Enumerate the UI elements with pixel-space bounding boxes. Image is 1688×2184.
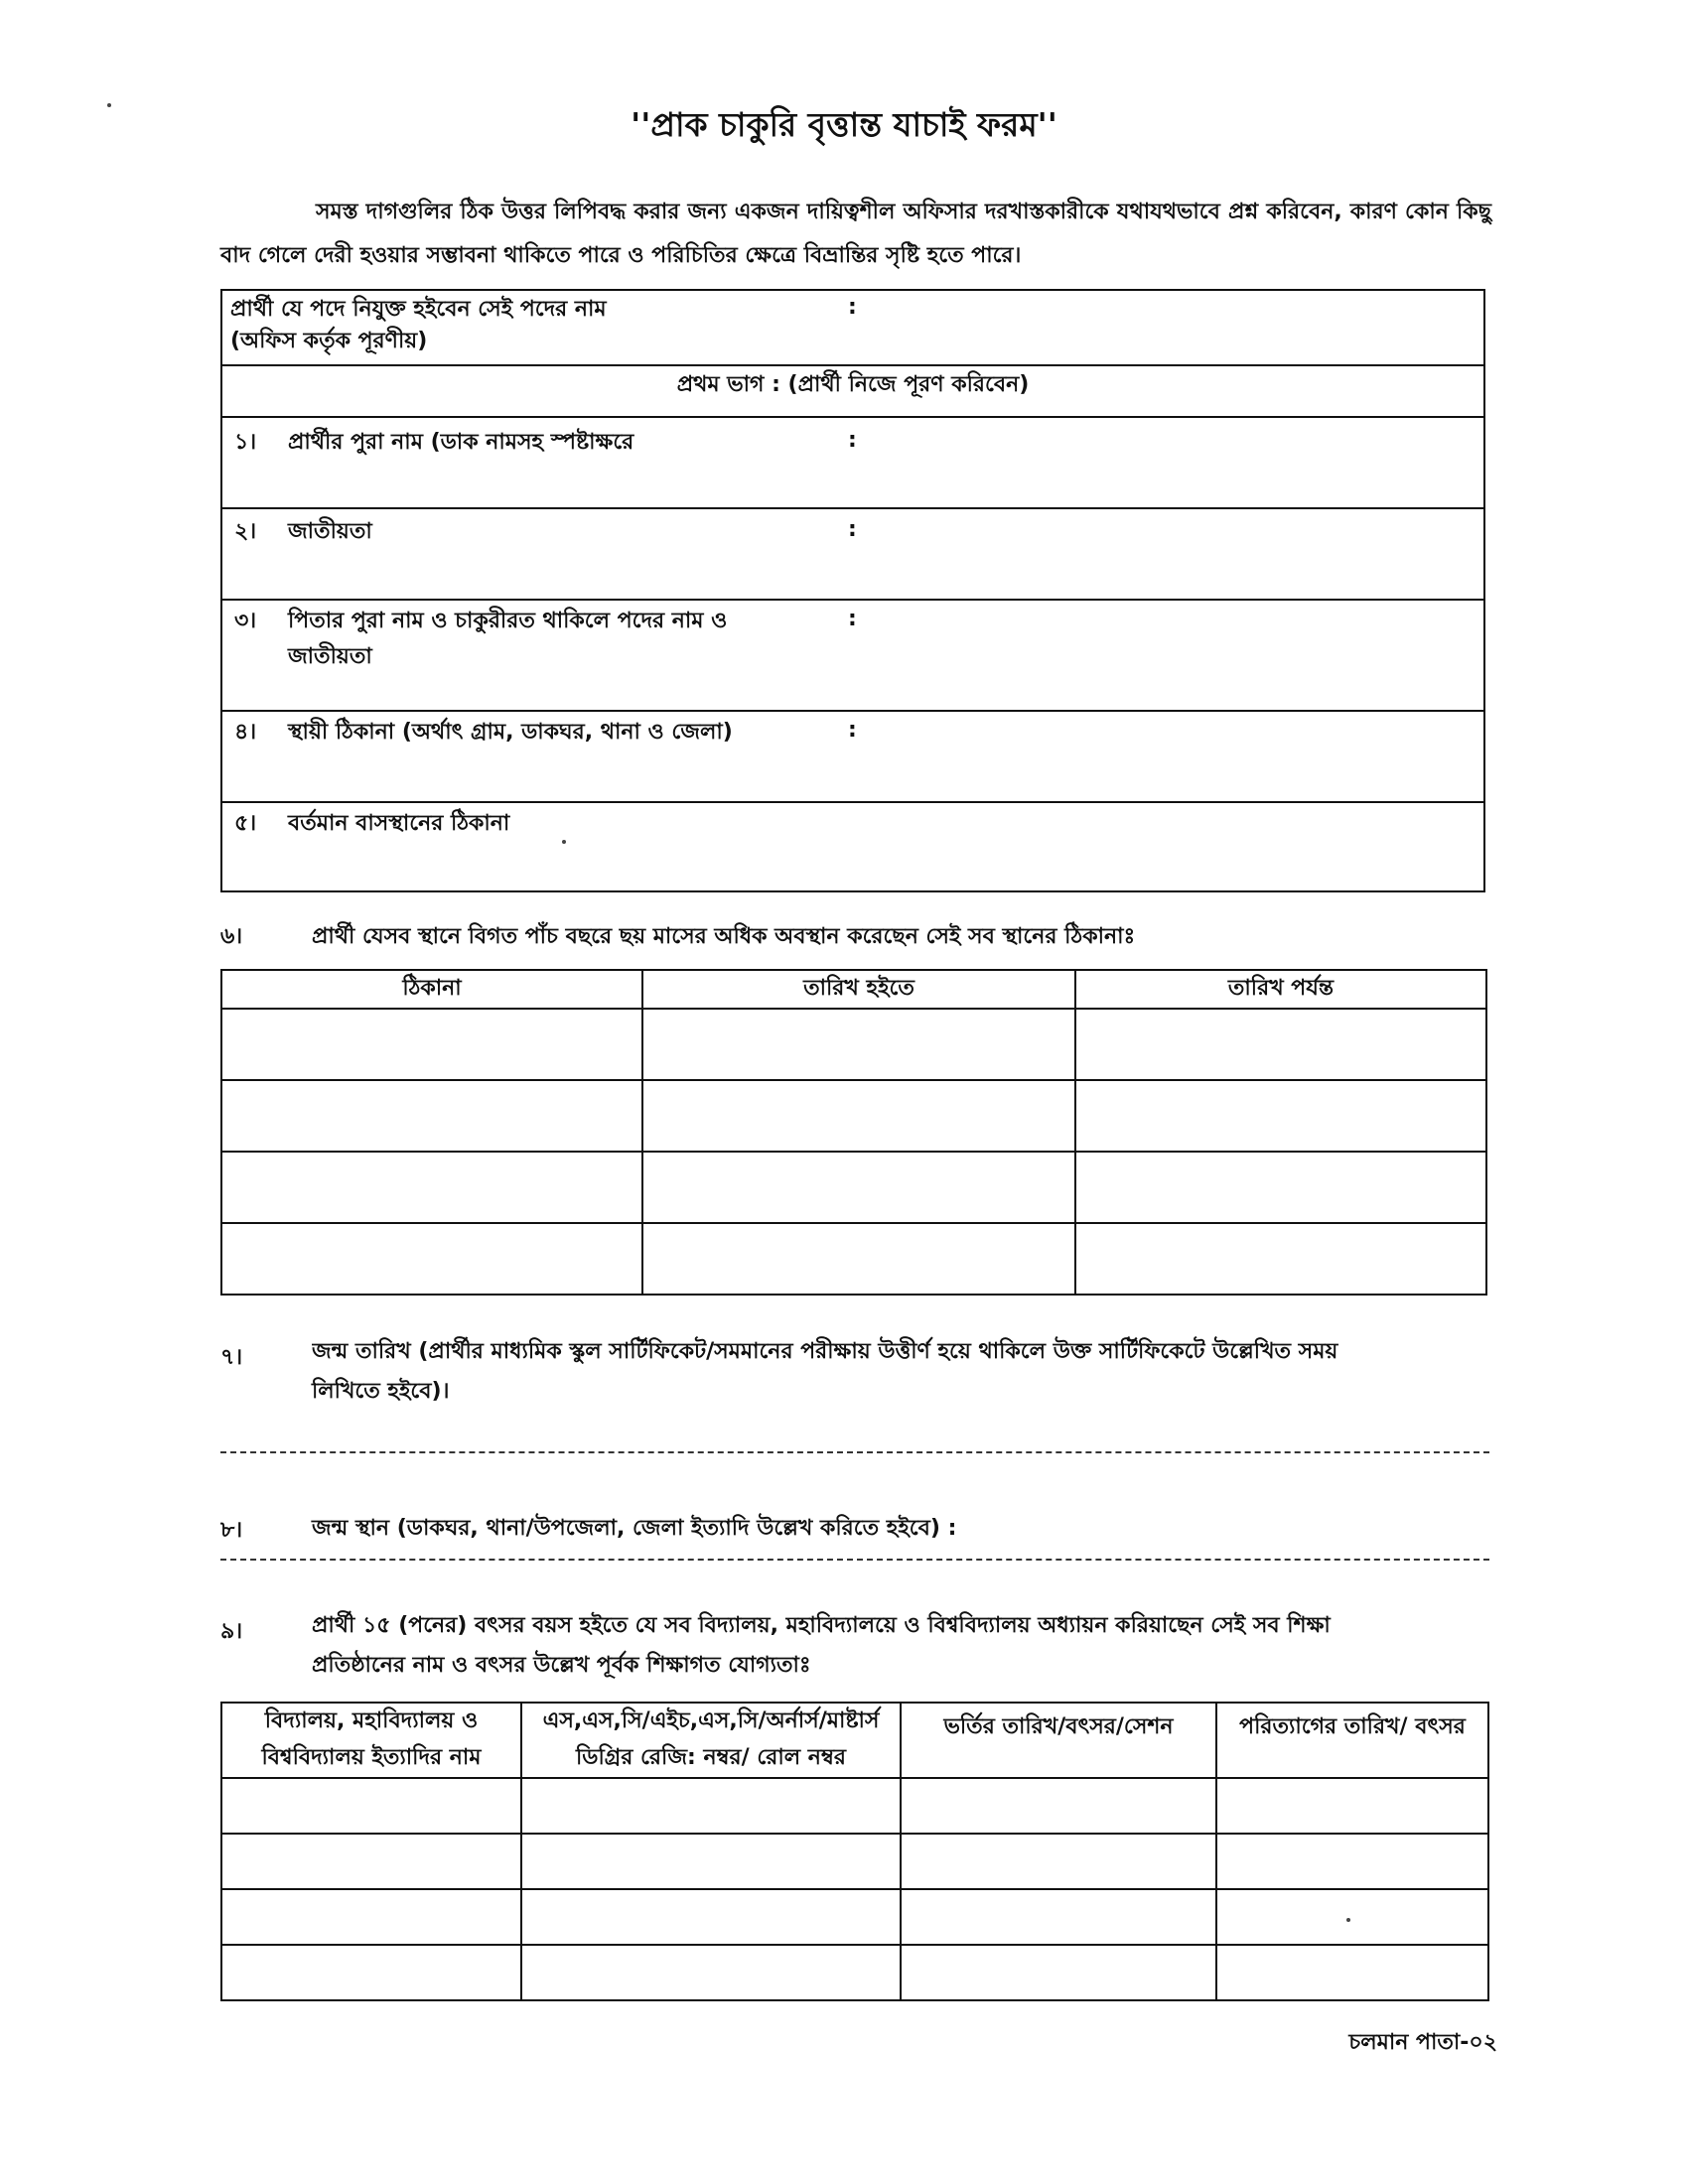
table-cell[interactable] xyxy=(221,1223,642,1295)
table-header-row xyxy=(221,970,1486,1009)
table-row xyxy=(221,1889,1488,1945)
field-number: ২। xyxy=(234,519,257,544)
field-label-permanent-address: স্থায়ী ঠিকানা (অর্থাৎ গ্রাম, ডাকঘর, থানা ও জেলা) xyxy=(288,720,733,745)
table-cell[interactable] xyxy=(642,1009,1075,1080)
field-label-nationality: জাতীয়তা xyxy=(288,519,372,544)
table-cell[interactable] xyxy=(1216,1834,1488,1889)
header-line: পরিত্যাগের তারিখ/ বৎসর xyxy=(1239,1714,1466,1739)
table-cell[interactable] xyxy=(901,1945,1216,2000)
table-cell[interactable] xyxy=(521,1945,901,2000)
scan-speck xyxy=(107,103,111,107)
column-header-date-to: তারিখ পর্যন্ত xyxy=(1075,970,1486,1009)
post-name-colon: : xyxy=(848,295,857,320)
table-cell[interactable] xyxy=(901,1778,1216,1834)
column-header-institution xyxy=(221,1703,521,1778)
table-cell[interactable] xyxy=(1216,1889,1488,1945)
divider xyxy=(222,507,1483,509)
header-line: ডিগ্রির রেজি: নম্বর/ রোল নম্বর xyxy=(575,1745,847,1770)
field-colon: : xyxy=(848,428,857,453)
field-colon: : xyxy=(848,517,857,542)
header-line: এস,এস,সি/এইচ,এস,সি/অর্নার্স/মাষ্টার্স xyxy=(542,1708,880,1733)
table-cell[interactable] xyxy=(521,1889,901,1945)
part-one-heading: প্রথম ভাগ : (প্রার্থী নিজে পূরণ করিবেন) xyxy=(676,372,1030,397)
scan-speck xyxy=(1346,1918,1350,1922)
table-row xyxy=(221,1080,1486,1152)
field-number: ৪। xyxy=(234,720,257,745)
table-header-row xyxy=(221,1703,1488,1778)
field-colon: : xyxy=(848,607,857,631)
table-cell[interactable] xyxy=(221,1834,521,1889)
table-cell[interactable] xyxy=(1075,1080,1486,1152)
instructions-paragraph xyxy=(220,191,1491,278)
table-cell[interactable] xyxy=(1216,1778,1488,1834)
section-7-number: ৭। xyxy=(220,1345,243,1370)
instructions-text: সমস্ত দাগগুলির ঠিক উত্তর লিপিবদ্ধ করার জন্য একজন দায়িত্বশীল অফিসার দরখাস্তকারীকে যথাযথভাবে প্রশ্ন করিবেন, কারণ কোন কিছু বাদ গেলে দেরী হওয়ার সম্ভাবনা থাকিতে পারে ও পরিচিতির ক্ষেত্রে বিভ্রান্তির সৃষ্টি হতে পারে। xyxy=(220,200,1491,268)
table-cell[interactable] xyxy=(901,1889,1216,1945)
header-line: বিশ্ববিদ্যালয় ইত্যাদির নাম xyxy=(261,1745,482,1770)
field-number: ৩। xyxy=(234,609,257,633)
divider xyxy=(222,710,1483,712)
section-6-number: ৬। xyxy=(220,924,243,949)
education-table xyxy=(220,1702,1489,2001)
page-continuation-label: চলমান পাতা-০২ xyxy=(1348,2030,1497,2055)
table-row xyxy=(221,1945,1488,2000)
table-cell[interactable] xyxy=(1216,1945,1488,2000)
field-label-father-name-cont: জাতীয়তা xyxy=(288,644,372,669)
section-7-line-1: জন্ম তারিখ (প্রার্থীর মাধ্যমিক স্কুল সার্টিফিকেট/সমমানের পরীক্ষায় উত্তীর্ণ হয়ে থাকিলে উক্ত সার্টিফিকেটে উল্লেখিত সময় xyxy=(312,1339,1338,1364)
table-row xyxy=(221,1834,1488,1889)
section-9-line-1: প্রার্থী ১৫ (পনের) বৎসর বয়স হইতে যে সব বিদ্যালয়, মহাবিদ্যালয়ে ও বিশ্ববিদ্যালয় অধ্যায়ন করিয়াছেন সেই সব শিক্ষা xyxy=(312,1613,1331,1638)
post-name-sublabel: (অফিস কর্তৃক পূরণীয়) xyxy=(230,329,428,353)
section-6-text: প্রার্থী যেসব স্থানে বিগত পাঁচ বছরে ছয় মাসের অধিক অবস্থান করেছেন সেই সব স্থানের ঠিকানাঃ xyxy=(312,924,1136,949)
table-cell[interactable] xyxy=(521,1778,901,1834)
table-cell[interactable] xyxy=(221,1778,521,1834)
table-cell[interactable] xyxy=(642,1223,1075,1295)
field-label-full-name: প্রার্থীর পুরা নাম (ডাক নামসহ স্পষ্টাক্ষরে xyxy=(288,430,634,455)
table-row xyxy=(221,1009,1486,1080)
table-cell[interactable] xyxy=(642,1152,1075,1223)
divider xyxy=(222,416,1483,418)
section-7-line-2: লিখিতে হইবে)। xyxy=(312,1379,450,1404)
table-cell[interactable] xyxy=(1075,1223,1486,1295)
table-cell[interactable] xyxy=(521,1834,901,1889)
column-header-admission-date xyxy=(901,1703,1216,1778)
table-cell[interactable] xyxy=(901,1834,1216,1889)
section-8-text: জন্ম স্থান (ডাকঘর, থানা/উপজেলা, জেলা ইত্যাদি উল্লেখ করিতে হইবে) : xyxy=(312,1516,957,1541)
divider xyxy=(222,364,1483,366)
column-header-leaving-date xyxy=(1216,1703,1488,1778)
field-number: ১। xyxy=(234,430,257,455)
table-cell[interactable] xyxy=(221,1009,642,1080)
table-cell[interactable] xyxy=(221,1889,521,1945)
table-cell[interactable] xyxy=(221,1080,642,1152)
column-header-address: ঠিকানা xyxy=(221,970,642,1009)
column-header-registration xyxy=(521,1703,901,1778)
post-name-label: প্রার্থী যে পদে নিযুক্ত হইবেন সেই পদের নাম xyxy=(230,297,607,322)
table-row xyxy=(221,1778,1488,1834)
table-row xyxy=(221,1152,1486,1223)
divider xyxy=(222,599,1483,601)
table-cell[interactable] xyxy=(221,1152,642,1223)
answer-line-dob[interactable] xyxy=(220,1451,1489,1453)
table-cell[interactable] xyxy=(1075,1009,1486,1080)
residence-history-table xyxy=(220,969,1487,1296)
section-8-number: ৮। xyxy=(220,1518,243,1543)
field-number: ৫। xyxy=(234,811,257,836)
header-line: বিদ্যালয়, মহাবিদ্যালয় ও xyxy=(264,1708,479,1733)
column-header-date-from: তারিখ হইতে xyxy=(642,970,1075,1009)
table-cell[interactable] xyxy=(642,1080,1075,1152)
section-9-line-2: প্রতিষ্ঠানের নাম ও বৎসর উল্লেখ পূর্বক শিক্ষাগত যোগ্যতাঃ xyxy=(312,1653,811,1678)
form-title: ''প্রাক চাকুরি বৃত্তান্ত যাচাই ফরম'' xyxy=(631,105,1057,144)
field-colon: : xyxy=(848,718,857,743)
answer-line-birthplace[interactable] xyxy=(220,1559,1489,1561)
field-label-present-address: বর্তমান বাসস্থানের ঠিকানা xyxy=(288,811,510,836)
table-cell[interactable] xyxy=(221,1945,521,2000)
section-9-number: ৯। xyxy=(220,1619,243,1644)
header-line: ভর্তির তারিখ/বৎসর/সেশন xyxy=(943,1714,1174,1739)
table-row xyxy=(221,1223,1486,1295)
table-cell[interactable] xyxy=(1075,1152,1486,1223)
divider xyxy=(222,801,1483,803)
personal-info-box xyxy=(220,289,1485,892)
scan-speck xyxy=(562,840,566,844)
field-label-father-name: পিতার পুরা নাম ও চাকুরীরত থাকিলে পদের নাম ও xyxy=(288,609,728,633)
